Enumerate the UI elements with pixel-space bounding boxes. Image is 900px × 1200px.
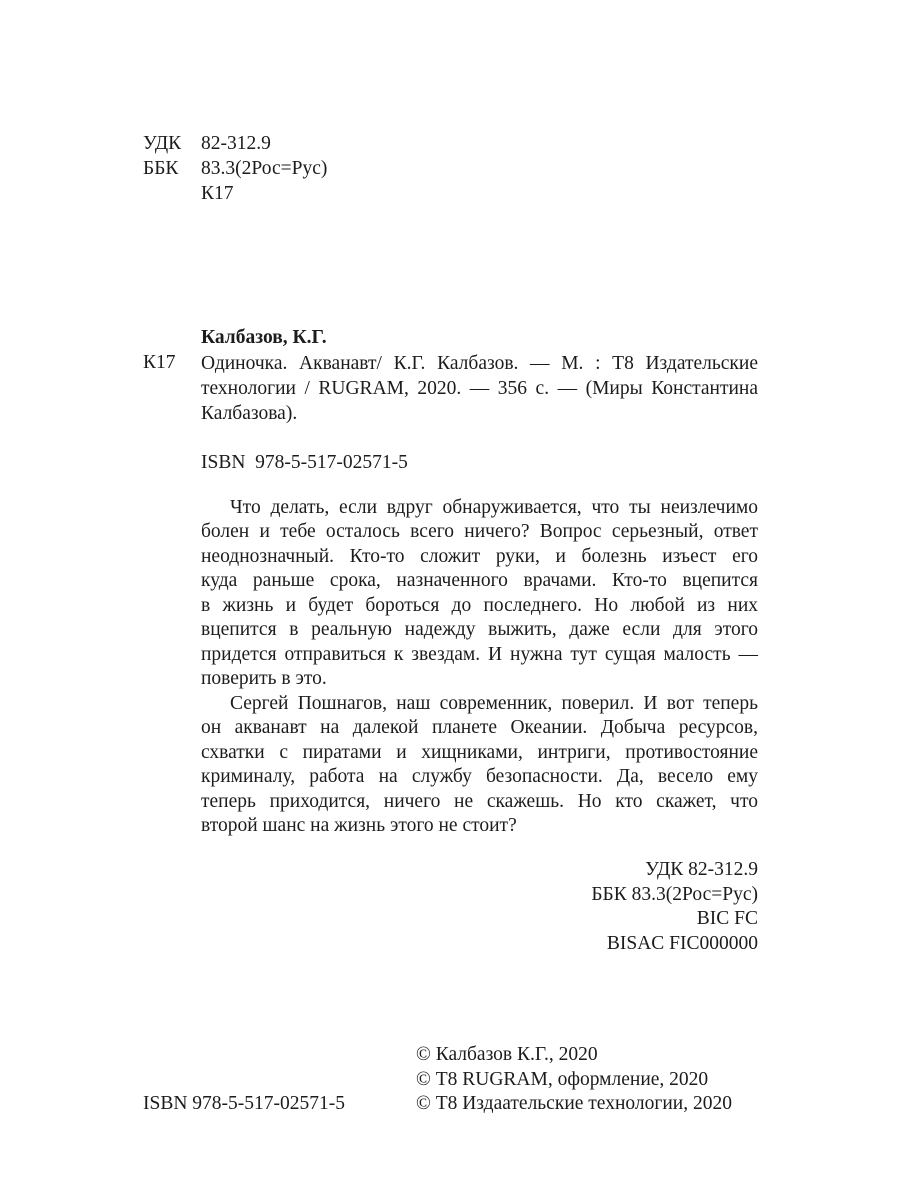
annotation-line: Что делать, если вдруг обнаруживается, что ты неизлечимо — [230, 497, 758, 518]
copyright-line: © Т8 RUGRAM, оформление, 2020 — [416, 1069, 709, 1090]
annotation-line: вцепится в реальную надежду выжить, даже если для этого — [201, 619, 758, 640]
isbn-line: ISBN 978-5-517-02571-5 — [201, 452, 408, 473]
code-line: УДК 82-312.9 — [645, 859, 758, 880]
footer-isbn: ISBN 978-5-517-02571-5 — [143, 1093, 346, 1114]
record-mark: К17 — [143, 352, 176, 373]
annotation-line: придется отправиться к звездам. И нужна тут сущая малость — — [201, 644, 758, 665]
annotation-line: куда раньше срока, назначенного врачами. Кто-то вцепится — [201, 570, 758, 591]
udk-value: 82-312.9 — [201, 133, 271, 154]
copyright-line: © Калбазов К.Г., 2020 — [416, 1044, 598, 1065]
copyright-line: © Т8 Издаательские технологии, 2020 — [416, 1093, 732, 1114]
annotation-line: криминалу, работа на службу безопасности. Да, весело ему — [201, 766, 758, 787]
annotation-line: он акванавт на далекой планете Океании. Добыча ресурсов, — [201, 717, 758, 738]
bbk-label: ББК — [143, 158, 179, 179]
annotation-line: второй шанс на жизнь этого не стоит? — [201, 815, 517, 836]
annotation-line: теперь приходится, ничего не скажешь. Но кто скажет, что — [201, 791, 758, 812]
author-mark: К17 — [201, 183, 234, 204]
annotation-line: схватки с пиратами и хищниками, интриги, противостояние — [201, 742, 758, 763]
annotation-line: в жизнь и будет бороться до последнего. Но любой из них — [201, 595, 758, 616]
description-line: технологии / RUGRAM, 2020. — 356 с. — (Миры Константина — [201, 378, 758, 399]
description-line: Калбазова). — [201, 403, 298, 424]
annotation-line: неоднозначный. Кто-то сложит руки, и болезнь изъест его — [201, 546, 758, 567]
code-line: ББК 83.3(2Рос=Рус) — [591, 884, 758, 905]
bbk-value: 83.3(2Рос=Рус) — [201, 158, 328, 179]
author-heading: Калбазов, К.Г. — [201, 327, 327, 348]
annotation-line: поверить в это. — [201, 668, 327, 689]
udk-label: УДК — [143, 133, 182, 154]
code-line: BISAC FIC000000 — [606, 933, 758, 954]
code-line: BIC FC — [696, 908, 758, 929]
description-line: Одиночка. Акванавт/ К.Г. Калбазов. — М. : Т8 Издательские — [201, 353, 758, 374]
annotation-line: болен и тебе осталось всего ничего? Вопрос серьезный, ответ — [201, 521, 758, 542]
annotation-line: Сергей Пошнагов, наш современник, поверил. И вот теперь — [230, 693, 758, 714]
